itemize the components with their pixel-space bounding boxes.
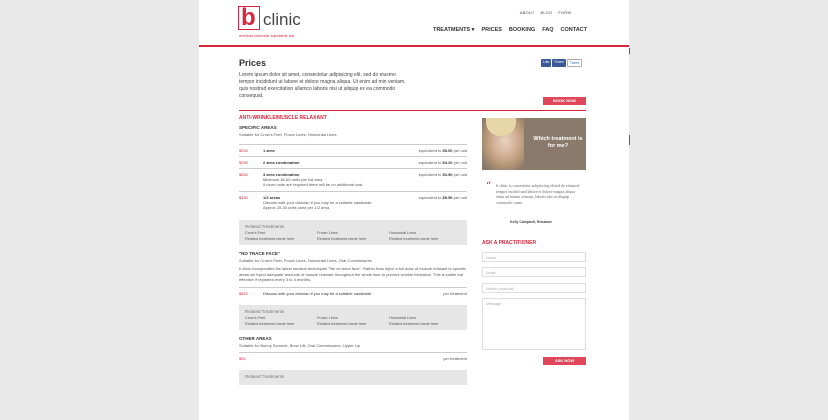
- which-treatment-text: Which treatment is for me?: [533, 136, 583, 149]
- related-link[interactable]: Frown Lines: [317, 230, 338, 235]
- logo-word: clinic: [263, 10, 301, 29]
- related-link[interactable]: Crow's Feet: [245, 316, 266, 320]
- equiv-pre: equivalent to: [418, 159, 442, 165]
- nav-treatments[interactable]: TREATMENTS ▾: [432, 27, 475, 33]
- message-field[interactable]: Message: [482, 298, 586, 350]
- section-subtitle: SPECIFIC AREAS: [239, 125, 277, 130]
- related-link[interactable]: Crow's Feet: [245, 230, 266, 235]
- suitable-text: Suitable for Crow's Feet, Frown Lines, Horizontal Lines, Oral Commissures: [239, 257, 372, 263]
- equiv-pre: equivalent to: [418, 147, 442, 153]
- price-list: [239, 115, 467, 391]
- price-per: per treatment: [443, 355, 467, 361]
- top-links: [520, 10, 571, 15]
- main-nav: [433, 27, 587, 33]
- related-link[interactable]: Related treatment name here: [389, 236, 439, 241]
- link-form[interactable]: FORM: [558, 10, 571, 15]
- price-row: [239, 352, 467, 364]
- link-blog[interactable]: BLOG: [540, 10, 553, 15]
- price-equiv: [387, 195, 467, 211]
- related-link[interactable]: Related treatment name here: [245, 236, 295, 241]
- related-link[interactable]: Related treatment name here: [389, 322, 439, 326]
- related-title: Related Treatments: [245, 223, 285, 229]
- equiv-pre: equivalent to: [418, 171, 442, 177]
- related-link[interactable]: Horizontal Lines: [389, 230, 417, 235]
- which-treatment-banner[interactable]: [482, 118, 586, 170]
- price-name: 2 area combination: [263, 159, 300, 165]
- related-link[interactable]: Related treatment name here: [317, 322, 367, 326]
- price-name: 1/2 areas: [263, 194, 281, 200]
- section-title: "NO TRACE FACE": [239, 250, 281, 256]
- quote-icon: “: [486, 181, 492, 192]
- section-title: ANTI-WRINKLE/MUSCLE RELAXANT: [239, 115, 327, 121]
- right-edge-mark: [629, 135, 630, 145]
- related-treatments: [239, 370, 467, 385]
- ask-practitioner-title: ASK A PRACTITIONER: [482, 240, 537, 246]
- price-row: [239, 144, 467, 156]
- price-name: 3 area combination: [263, 171, 300, 177]
- equiv-post: per unit: [453, 147, 467, 153]
- equiv-pre: equivalent to: [418, 194, 442, 200]
- share-button[interactable]: Share: [552, 59, 565, 67]
- price-row: [239, 287, 467, 300]
- price-row: [239, 168, 467, 191]
- sidebar: [482, 118, 586, 224]
- price-desc: [263, 195, 387, 211]
- related-treatments: [239, 305, 467, 330]
- email-field[interactable]: Email: [482, 267, 586, 277]
- price-note: Approx 25-30 units used per 1/2 area.: [263, 205, 331, 210]
- book-now-button[interactable]: BOOK NOW: [543, 97, 586, 105]
- page-title: Prices: [239, 58, 267, 68]
- logo-letter: b: [241, 4, 256, 31]
- ask-now-button[interactable]: ASK NOW: [543, 357, 586, 365]
- related-link[interactable]: Frown Lines: [317, 316, 338, 320]
- share-buttons: [541, 59, 582, 67]
- equiv-val: $5.00: [442, 147, 453, 153]
- related-link[interactable]: Horizontal Lines: [389, 316, 417, 320]
- mobile-field[interactable]: Mobile (optional): [482, 283, 586, 293]
- header-divider: [199, 45, 629, 47]
- price-note: Discuss with your clinician if you may be a suitable candidate.: [263, 199, 373, 205]
- equiv-val: $5.50: [442, 194, 453, 200]
- bclinic-logo[interactable]: [238, 6, 314, 40]
- link-about[interactable]: ABOUT: [519, 10, 535, 15]
- nav-prices[interactable]: PRICES: [481, 27, 502, 33]
- price-value: $90: [239, 355, 246, 361]
- nav-contact[interactable]: CONTACT: [560, 27, 587, 33]
- related-link[interactable]: Related treatment name here: [317, 236, 367, 241]
- right-edge-mark: [629, 48, 630, 54]
- related-title: Related Treatments: [245, 309, 285, 314]
- section-desc: b clinic incorporates the latest medical techniques "the no trace face". Rather than inject a full dose of muscle relaxant to specific areas we inject adequate amounts of muscle relaxant throughout the whole face to prevent wrinkle formation. This is subtle but effective if repeated every 3 to 4 months.: [239, 266, 467, 282]
- price-value: $540: [239, 171, 248, 177]
- price-note: If more units are required there will be no additional cost.: [263, 182, 364, 187]
- page-container: [199, 0, 629, 420]
- nav-faq[interactable]: FAQ: [542, 27, 554, 33]
- related-title: Related Treatments: [245, 373, 285, 379]
- equiv-val: $3.90: [442, 171, 453, 177]
- price-row: [239, 191, 467, 214]
- suitable-text: Suitable for Bunny Scrunch, Brow Lift, Oral Commissures, Upper Lip: [239, 343, 361, 348]
- equiv-post: per unit: [453, 159, 467, 165]
- equiv-post: per unit: [453, 194, 467, 200]
- price-value: $390: [239, 159, 248, 165]
- price-name: 1 area: [263, 147, 275, 153]
- suitable-text: Suitable for Crow's Feet, Frown Lines, Horizontal Lines: [239, 132, 337, 137]
- equiv-val: $4.20: [442, 159, 453, 165]
- name-field[interactable]: Name: [482, 252, 586, 262]
- logo-tagline: medical cosmetic injectable bar: [239, 33, 295, 38]
- related-treatments: [239, 220, 467, 245]
- price-desc: [263, 172, 387, 188]
- price-note: Discuss with your clinician if you may be a suitable candidate.: [263, 290, 373, 296]
- tweet-button[interactable]: Tweet: [567, 59, 582, 67]
- price-equiv: [387, 172, 467, 188]
- price-row: [239, 156, 467, 168]
- intro-text: Lorem ipsum dolor sit amet, consectetur adipisicing elit, sed do eiusmo tempor incididunt ut labore et dolore magna aliqua. Ut enim ad min veniam, quis nostrud exercitation ullamco laboris nisi ut aliquip ex ea commodo consequat.: [239, 72, 406, 99]
- section-divider: [239, 110, 586, 111]
- price-value: $420: [239, 290, 248, 296]
- price-value: $150: [239, 194, 248, 200]
- equiv-post: per unit: [453, 171, 467, 177]
- price-note: Minimum 46-60 units per full area.: [263, 176, 324, 182]
- price-desc: [263, 160, 387, 165]
- testimonial-author: Kelly Campbell, Brisbane: [510, 220, 553, 224]
- section-title: OTHER AREAS: [239, 336, 272, 341]
- nav-booking[interactable]: BOOKING: [508, 27, 536, 33]
- price-equiv: [387, 148, 467, 153]
- price-desc: [263, 356, 387, 361]
- like-button[interactable]: Like: [541, 59, 551, 67]
- price-desc: [263, 148, 387, 153]
- related-link[interactable]: Related treatment name here: [245, 322, 295, 326]
- price-equiv: [387, 160, 467, 165]
- testimonial-text: b clinic is consectetur adipisicing eleted do eiusmod tempor incidid und labore et dolore magna aliqua enim ad minim veniam, laboris nisi ut aliquip commodo conse.: [496, 183, 580, 205]
- price-value: $230: [239, 147, 248, 153]
- price-per: per treatment: [443, 290, 467, 296]
